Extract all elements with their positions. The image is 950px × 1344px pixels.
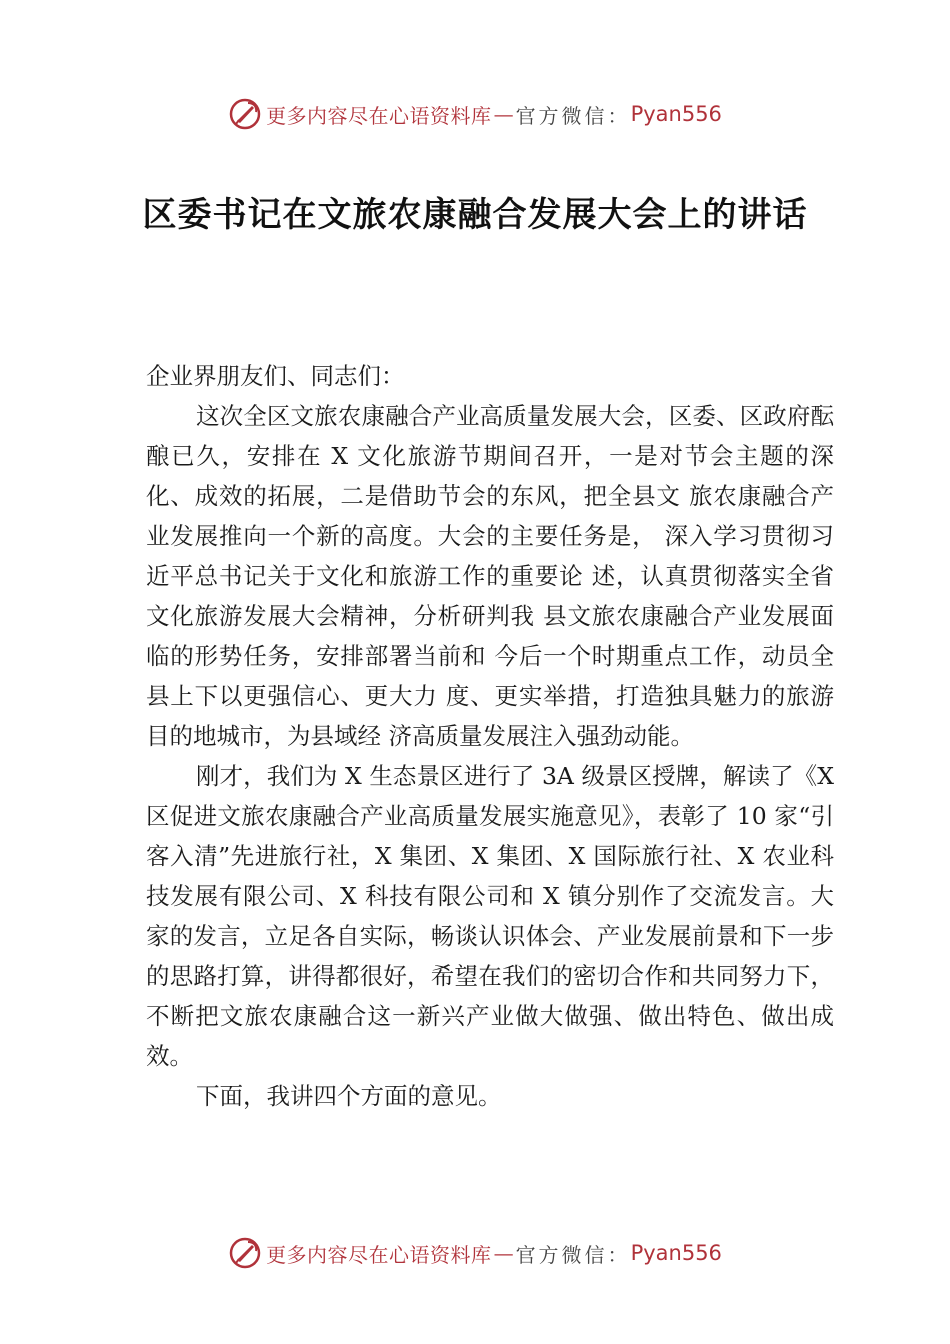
banner-wechat-label: 官方微信：	[515, 1242, 631, 1267]
banner-wechat-id: Pyan556	[630, 1241, 722, 1265]
banner-slogan: 更多内容尽在心语资料库	[266, 103, 492, 128]
paragraph-3: 下面，我讲四个方面的意见。	[196, 1082, 502, 1110]
header-banner	[0, 94, 950, 134]
paragraph-1: 这次全区文旅农康融合产业高质量发展大会，区委、区政府酝酿已久，安排在 X 文化旅游节期间召开，一是对节会主题的深化、成效的拓展，二是借助节会的东风，把全县文 旅农康融合产业发展推向一个新的高度。大会的主要任务是， 深入学习贯彻习近平总书记关于文化和旅游工作的重要论 述，认真贯彻落实全省文化旅游发展大会精神，分析研判我 县文旅农康融合产业发展面临的形势任务，安排部署当前和 今后一个时期重点工作，动员全县上下以更强信心、更大力 度、更实举措，打造独具魅力的旅游目的地城市，为县域经 济高质量发展注入强劲动能。	[146, 402, 834, 750]
footer-banner	[0, 1233, 950, 1273]
salutation: 企业界朋友们、同志们：	[146, 362, 405, 390]
banner-dash: —	[493, 1241, 514, 1265]
document-body	[146, 356, 834, 1116]
document-title: 区委书记在文旅农康融合发展大会上的讲话	[142, 195, 808, 235]
quill-seal-icon	[228, 97, 262, 131]
quill-seal-icon	[228, 1236, 262, 1270]
banner-wechat-id: Pyan556	[630, 102, 722, 126]
banner-dash: —	[493, 102, 514, 126]
paragraph-2: 刚才，我们为 X 生态景区进行了 3A 级景区授牌，解读了《X 区促进文旅农康融合产业高质量发展实施意见》，表彰了 10 家“引客入清”先进旅行社，X 集团、X 集团、X 国际旅行社、X 农业科技发展有限公司、X 科技有限公司和 X 镇分别作了交流发言。大家的发言，立足各自实际，畅谈认识体会、产业发展前景和下一步的思路打算，讲得都很好，希望在我们的密切合作和共同努力下，不断把文旅农康融合这一新兴产业做大做强、做出特色、做出成效。	[146, 762, 834, 1070]
banner-wechat-label: 官方微信：	[515, 103, 631, 128]
banner-slogan: 更多内容尽在心语资料库	[266, 1242, 492, 1267]
